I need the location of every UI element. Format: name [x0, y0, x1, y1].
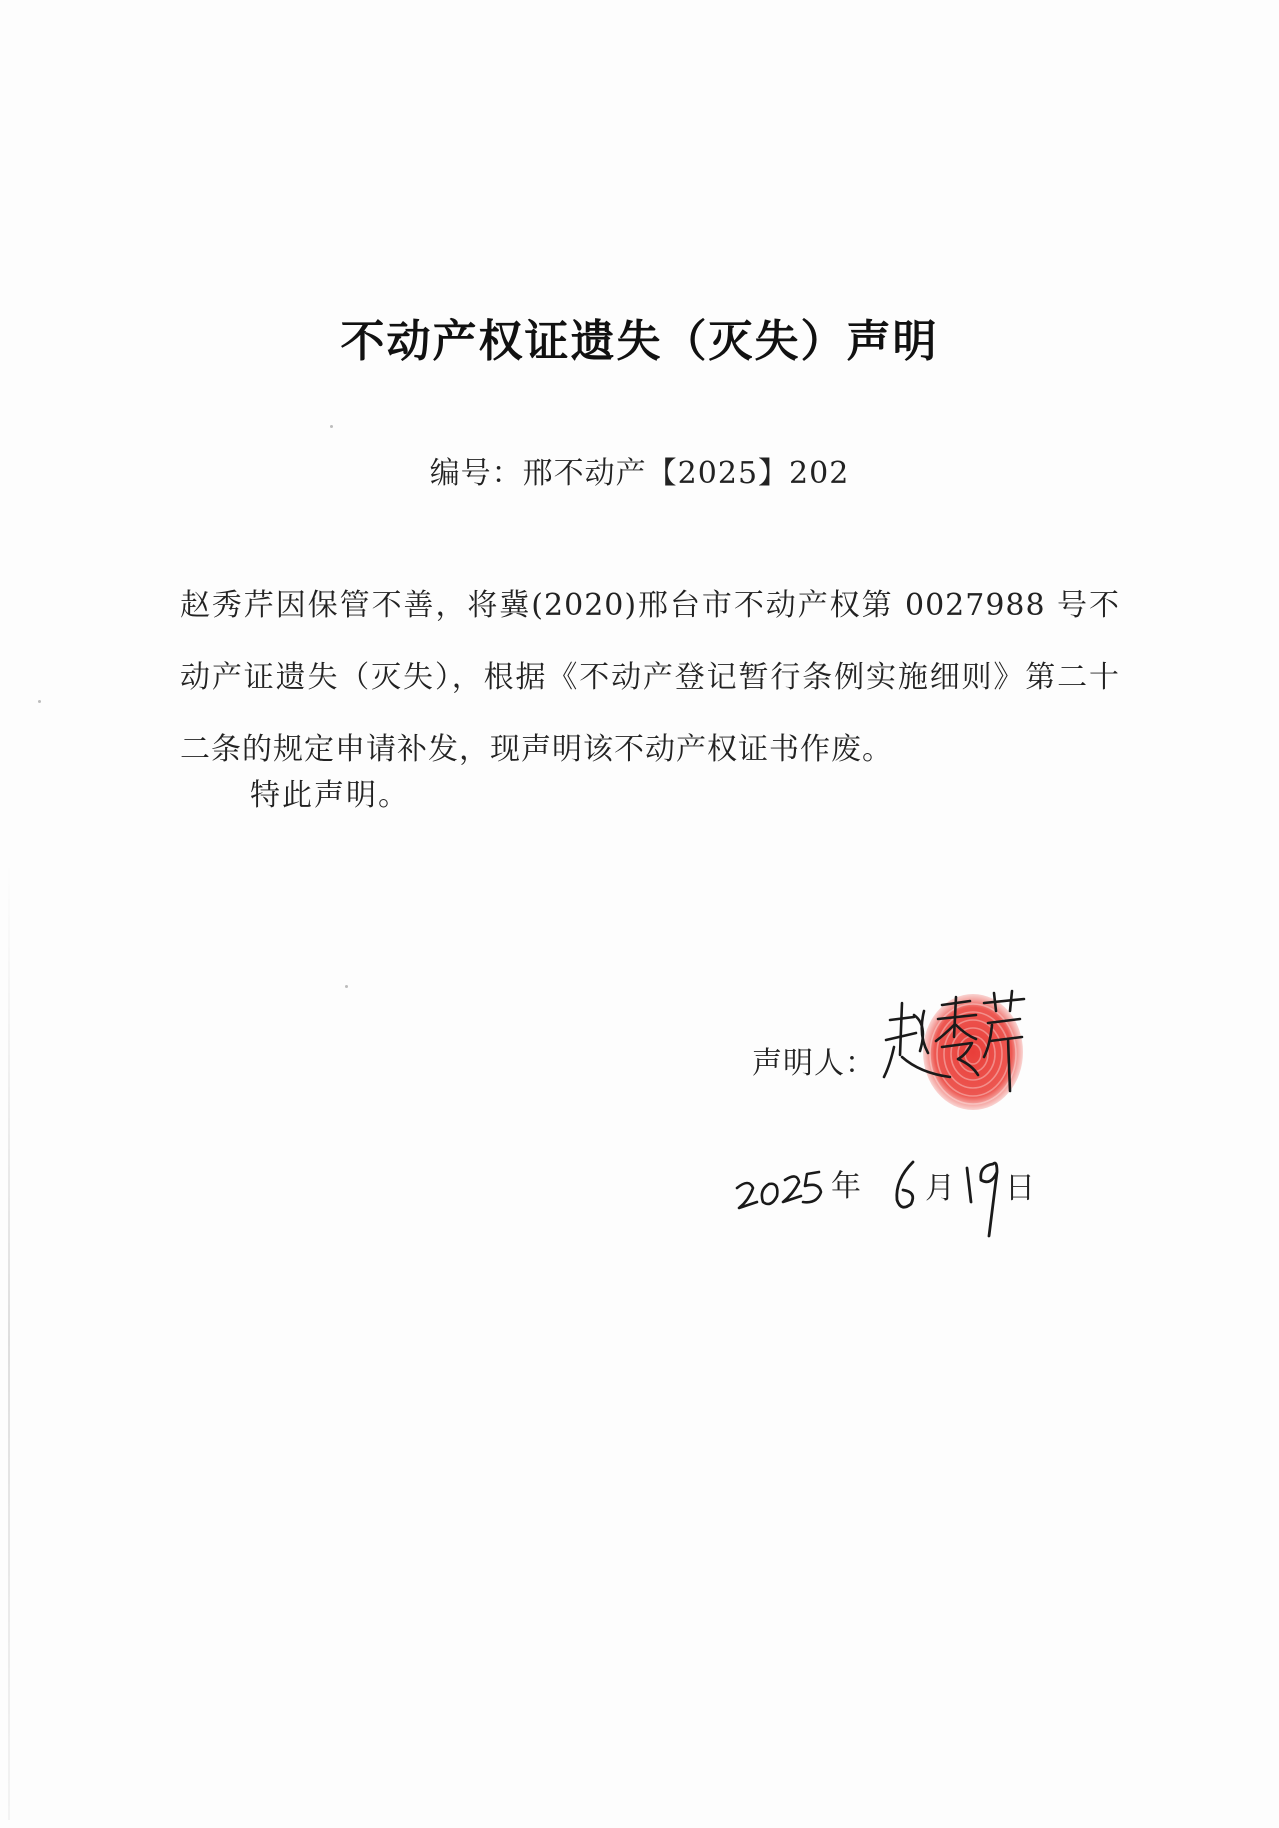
- date-month-unit: 月: [925, 1171, 955, 1206]
- scan-speck: [345, 985, 348, 988]
- handwritten-year: [737, 1172, 821, 1208]
- declarant-label: 声明人：: [752, 1046, 876, 1081]
- scan-speck: [330, 425, 333, 428]
- scan-speck: [38, 700, 41, 703]
- declaration-date: [735, 1150, 1055, 1240]
- date-year-unit: 年: [831, 1169, 861, 1204]
- date-day-unit: 日: [1005, 1171, 1035, 1206]
- scan-edge-shadow: [8, 860, 10, 1820]
- handwritten-month: [897, 1162, 913, 1207]
- document-title: 不动产权证遗失（灭失）声明: [340, 316, 939, 367]
- closing-statement: 特此声明。: [250, 778, 410, 813]
- document-serial-number: 编号：邢不动产【2025】202: [429, 456, 850, 491]
- handwritten-day: [967, 1163, 997, 1236]
- handwritten-signature: [880, 985, 1030, 1100]
- declaration-paragraph: 赵秀芹因保管不善，将冀(2020)邢台市不动产权第 0027988 号不动产证遗失（灭失），根据《不动产登记暂行条例实施细则》第二十二条的规定申请补发，现声明该不动产权证书作废。: [180, 588, 1120, 767]
